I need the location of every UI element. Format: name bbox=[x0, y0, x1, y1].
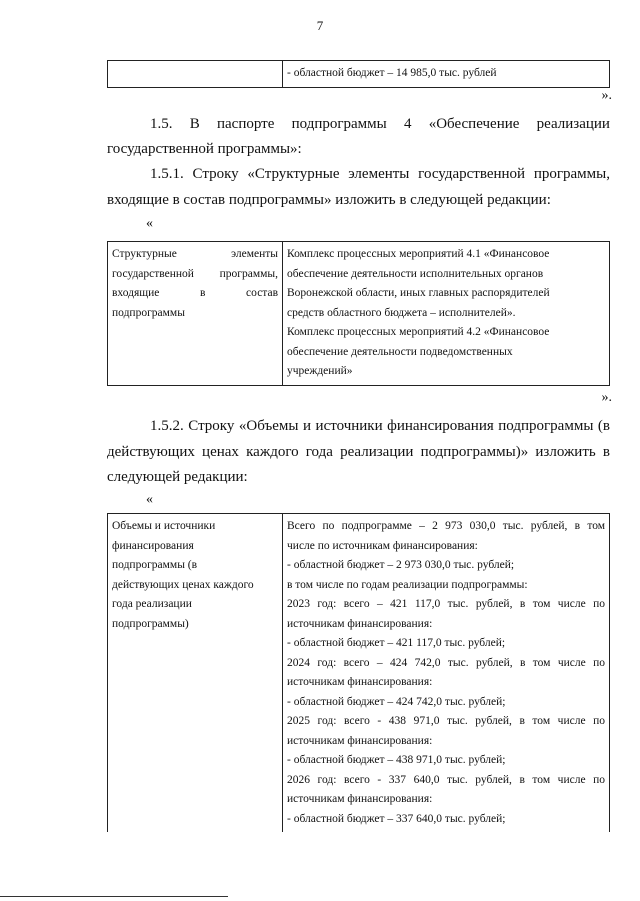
paragraph-1-5-1-line1: 1.5.1. Строку «Структурные элементы государственной программы, bbox=[150, 166, 610, 182]
cell-line: 2025 год: всего - 438 971,0 тыс. рублей, в том числе по bbox=[287, 715, 605, 727]
cell-line: в том числе по годам реализации подпрограммы: bbox=[287, 578, 528, 591]
table-cell-right bbox=[283, 242, 610, 386]
table-cell-right: - областной бюджет – 14 985,0 тыс. рублей bbox=[283, 61, 610, 88]
section-number: 1.5. bbox=[150, 116, 173, 132]
cell-line: Всего по подпрограмме – 2 973 030,0 тыс. рублей, в том bbox=[287, 520, 605, 532]
word: 4 bbox=[403, 116, 412, 132]
paragraph-1-5-2-line3: следующей редакции: bbox=[107, 469, 248, 485]
cell-line: Комплекс процессных мероприятий 4.2 «Финансовое bbox=[287, 326, 550, 338]
cell-line: Объемы и источники bbox=[112, 520, 216, 532]
cell-line: входящие в состав bbox=[112, 287, 278, 299]
cell-line: источникам финансирования: bbox=[287, 793, 433, 805]
cell-line: Воронежской области, иных главных распорядителей bbox=[287, 287, 550, 299]
word: подпрограммы bbox=[291, 116, 387, 132]
page-number: 7 bbox=[316, 18, 324, 33]
paragraph-1-5-line1 bbox=[150, 112, 610, 137]
closing-quote: ». bbox=[601, 390, 612, 405]
cell-line: обеспечение деятельности подведомственных bbox=[287, 345, 513, 358]
cell-line: числе по источникам финансирования: bbox=[287, 539, 478, 552]
opening-quote: « bbox=[146, 216, 153, 231]
cell-line: государственной программы, bbox=[112, 267, 278, 280]
cell-line: Структурные элементы bbox=[112, 248, 278, 260]
cell-line: действующих ценах каждого bbox=[112, 578, 254, 591]
word: В bbox=[189, 116, 200, 132]
cell-line: 2024 год: всего – 424 742,0 тыс. рублей, в том числе по bbox=[287, 656, 605, 669]
table-row bbox=[108, 61, 610, 88]
cell-line: обеспечение деятельности исполнительных органов bbox=[287, 267, 544, 280]
cell-line: - областной бюджет – 337 640,0 тыс. рублей; bbox=[287, 812, 506, 825]
table-cell-left bbox=[108, 61, 283, 88]
table-cell-left bbox=[108, 514, 283, 833]
cell-line: - областной бюджет – 2 973 030,0 тыс. рублей; bbox=[287, 559, 515, 571]
cell-line: источникам финансирования: bbox=[287, 676, 433, 688]
cell-line: - областной бюджет – 424 742,0 тыс. рублей; bbox=[287, 695, 506, 708]
cell-line: 2026 год: всего - 337 640,0 тыс. рублей, в том числе по bbox=[287, 773, 605, 786]
word: «Обеспечение bbox=[428, 116, 520, 132]
cell-line: - областной бюджет – 438 971,0 тыс. рублей; bbox=[287, 754, 506, 766]
opening-quote: « bbox=[146, 492, 153, 507]
table-cell-right bbox=[283, 514, 610, 833]
cell-line: средств областного бюджета – исполнителей». bbox=[287, 306, 516, 319]
cell-line: финансирования bbox=[112, 539, 194, 552]
cell-line: учреждений» bbox=[287, 365, 353, 377]
cell-line: подпрограммы) bbox=[112, 617, 189, 630]
paragraph-1-5-1-line2: входящие в состав подпрограммы» изложить в следующей редакции: bbox=[107, 192, 551, 208]
cell-line: Комплекс процессных мероприятий 4.1 «Финансовое bbox=[287, 248, 550, 260]
word: паспорте bbox=[216, 116, 275, 132]
cell-line: подпрограммы bbox=[112, 306, 185, 319]
table-row bbox=[108, 514, 610, 833]
paragraph-1-5-2-line1: 1.5.2. Строку «Объемы и источники финансирования подпрограммы (в bbox=[150, 418, 610, 434]
cell-line: источникам финансирования: bbox=[287, 617, 433, 630]
cell-line: 2023 год: всего – 421 117,0 тыс. рублей, в том числе по bbox=[287, 598, 605, 610]
table-cell-left bbox=[108, 242, 283, 386]
footnote-separator bbox=[0, 896, 228, 897]
table-financing bbox=[107, 513, 610, 832]
table-row bbox=[108, 242, 610, 386]
paragraph-1-5-line2: государственной программы»: bbox=[107, 141, 302, 157]
closing-quote: ». bbox=[601, 88, 612, 103]
table-continuation bbox=[107, 60, 610, 88]
table-structural-elements bbox=[107, 241, 610, 386]
cell-line: - областной бюджет – 421 117,0 тыс. рублей; bbox=[287, 637, 506, 649]
cell-line: года реализации bbox=[112, 598, 192, 610]
word: реализации bbox=[536, 116, 610, 132]
cell-line: подпрограммы (в bbox=[112, 559, 198, 571]
paragraph-1-5-2-line2: действующих ценах каждого года реализации подпрограммы)» изложить в bbox=[107, 444, 610, 460]
cell-line: источникам финансирования: bbox=[287, 734, 433, 747]
